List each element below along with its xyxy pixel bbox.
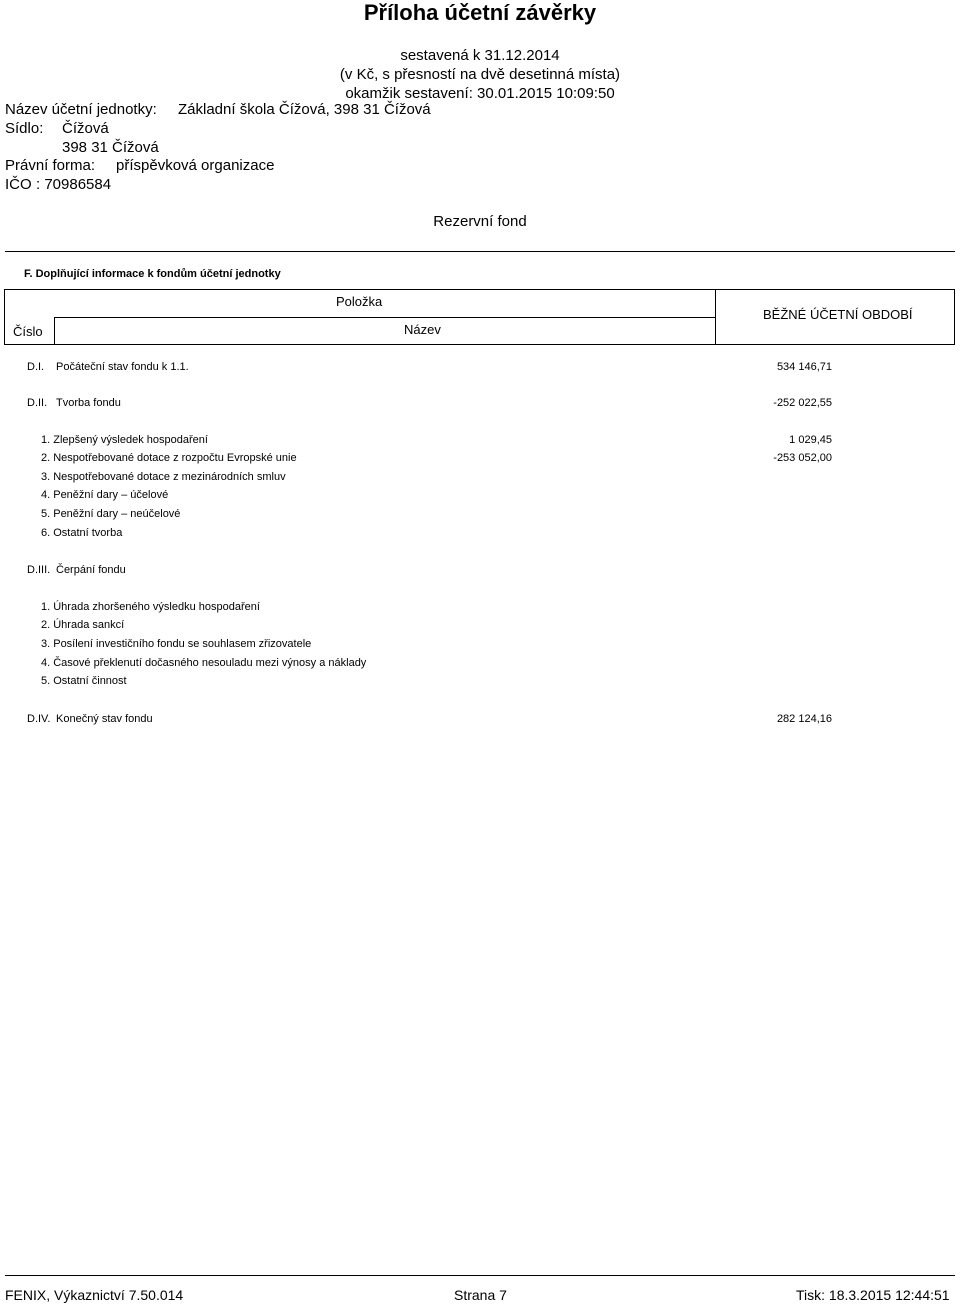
document-title: Příloha účetní závěrky [363, 0, 597, 25]
row-d3-code: D.III. [27, 564, 51, 576]
d3-item-label: 5. Ostatní činnost [41, 675, 127, 687]
header-divider-period [715, 289, 716, 345]
d3-item-label: 4. Časové překlenutí dočasného nesouladu mezi výnosy a náklady [41, 657, 367, 669]
row-d1-code: D.I. [27, 361, 45, 373]
seat-label: Sídlo: [5, 120, 44, 137]
header-number: Číslo [13, 324, 43, 339]
row-d1-value: 534 146,71 [776, 361, 832, 373]
row-d4-code: D.IV. [27, 713, 51, 725]
row-d2-value: -252 022,55 [773, 397, 832, 409]
d2-item-label: 2. Nespotřebované dotace z rozpočtu Evropské unie [41, 452, 297, 464]
d2-item-label: 3. Nespotřebované dotace z mezinárodních smluv [41, 471, 286, 483]
header-current-period: BĚŽNÉ ÚČETNÍ OBDOBÍ [763, 307, 913, 322]
d2-item-label: 4. Peněžní dary – účelové [41, 489, 169, 501]
header-item: Položka [336, 294, 383, 309]
d2-item-label: 5. Peněžní dary – neúčelové [41, 508, 181, 520]
d2-item-value: 1 029,45 [789, 434, 832, 446]
d3-item-label: 3. Posílení investičního fondu se souhlasem zřizovatele [41, 638, 312, 650]
d3-item-label: 2. Úhrada sankcí [41, 619, 125, 631]
ico-value: : 70986584 [36, 176, 112, 193]
entity-name-value: Základní škola Čížová, 398 31 Čížová [178, 101, 431, 118]
currency-note: (v Kč, s přesností na dvě desetinná místa) [339, 66, 621, 83]
footer-software: FENIX, Výkaznictví 7.50.014 [5, 1287, 184, 1303]
row-d4-label: Konečný stav fondu [56, 713, 153, 725]
footer-printed: Tisk: 18.3.2015 12:44:51 [796, 1287, 950, 1303]
legal-form-value: příspěvková organizace [116, 157, 275, 174]
row-d3-label: Čerpání fondu [56, 564, 126, 576]
footer-divider [5, 1275, 955, 1276]
header-divider-number [54, 317, 55, 345]
section-heading: F. Doplňující informace k fondům účetní jednotky [24, 268, 281, 280]
legal-form-label: Právní forma: [5, 157, 96, 174]
entity-name-label: Název účetní jednotky: [5, 101, 157, 118]
section-divider [5, 251, 955, 252]
d3-item-label: 1. Úhrada zhoršeného výsledku hospodaření [41, 601, 260, 613]
report-name: Rezervní fond [433, 213, 527, 230]
row-d1-label: Počáteční stav fondu k 1.1. [56, 361, 189, 373]
header-name: Název [404, 322, 441, 337]
header-divider-item [54, 317, 715, 318]
compiled-as-of: sestavená k 31.12.2014 [400, 47, 560, 64]
d2-item-label: 6. Ostatní tvorba [41, 527, 123, 539]
row-d2-code: D.II. [27, 397, 48, 409]
seat-line1: Čížová [62, 120, 109, 137]
row-d2-label: Tvorba fondu [56, 397, 121, 409]
d2-item-label: 1. Zlepšený výsledek hospodaření [41, 434, 208, 446]
ico-label: IČO [5, 176, 32, 193]
footer-page: Strana 7 [454, 1287, 507, 1303]
seat-line2: 398 31 Čížová [62, 139, 159, 156]
d2-item-value: -253 052,00 [773, 452, 832, 464]
compiled-at: okamžik sestavení: 30.01.2015 10:09:50 [345, 85, 615, 102]
row-d4-value: 282 124,16 [776, 713, 832, 725]
